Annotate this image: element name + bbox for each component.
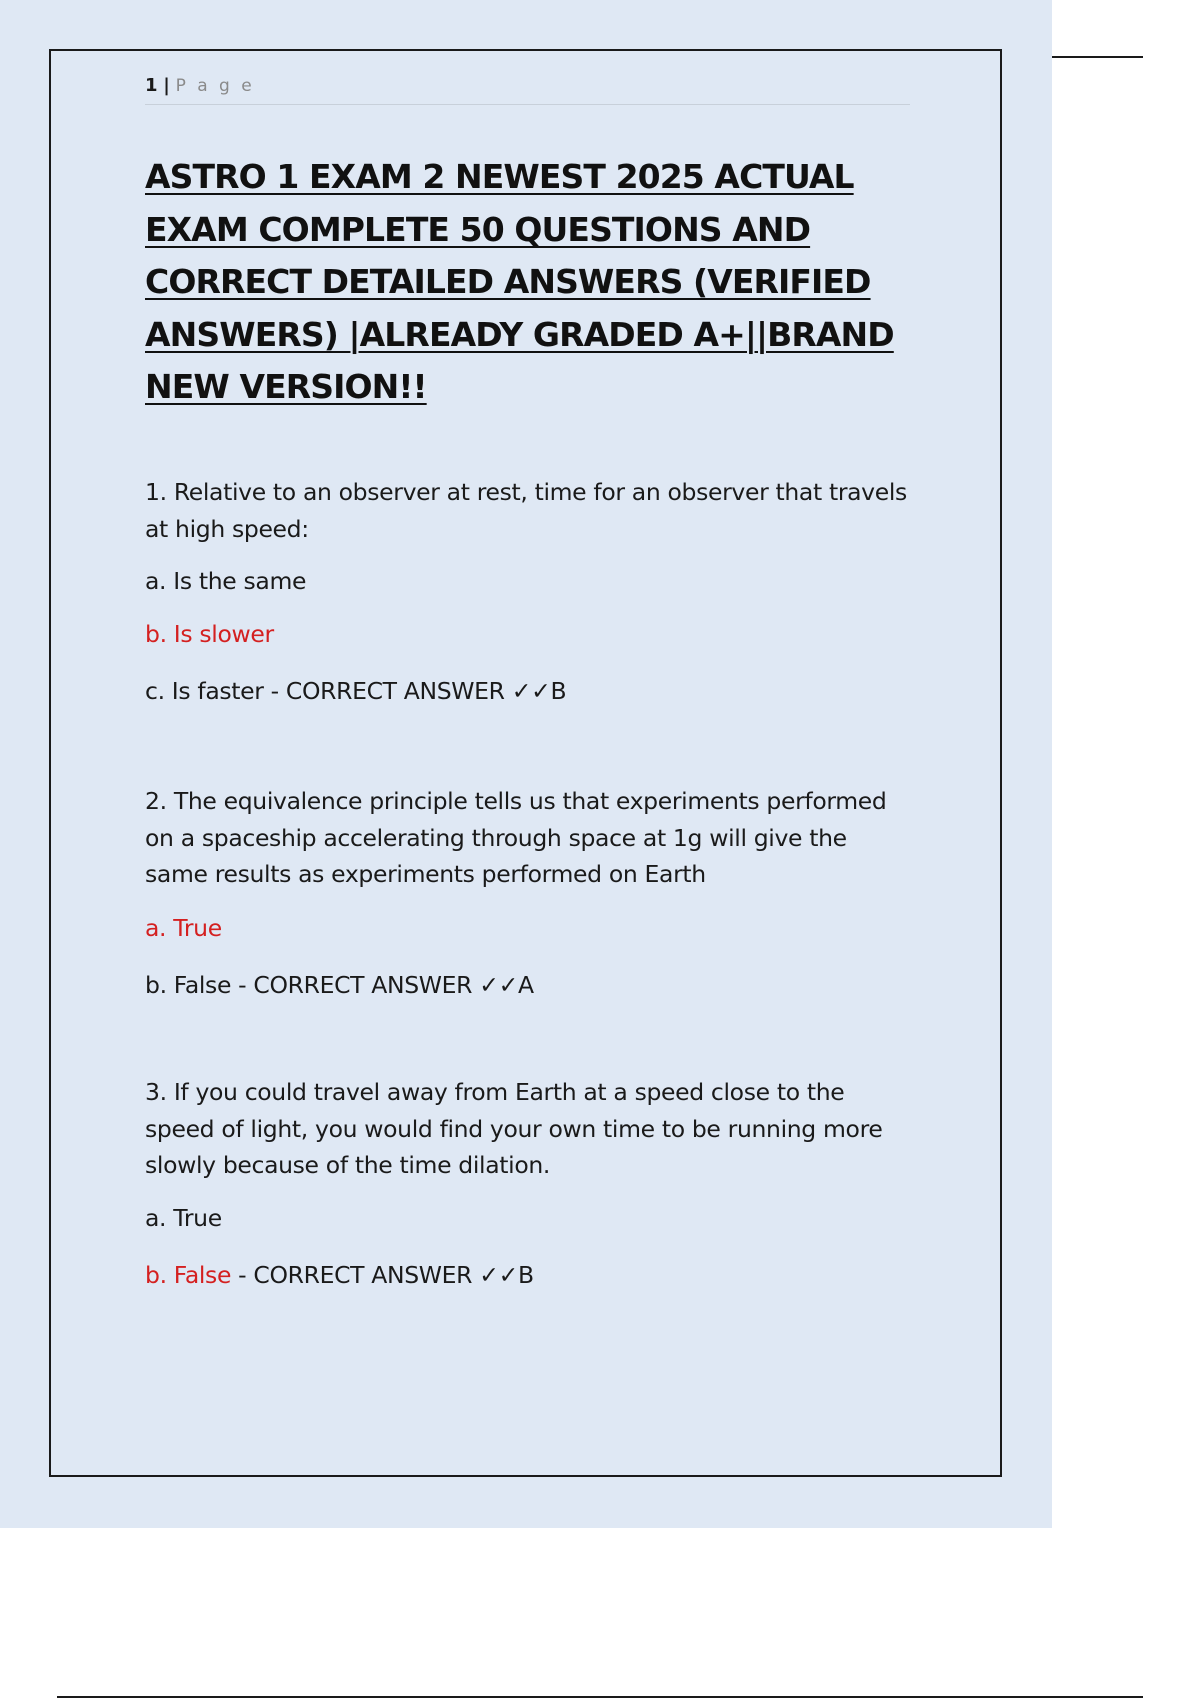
option-b-label: b. False xyxy=(145,1260,232,1289)
title-line: CORRECT DETAILED ANSWERS (VERIFIED xyxy=(145,262,871,301)
option-b-label: b. Is slower xyxy=(145,620,274,648)
option-b-correct xyxy=(145,616,915,652)
correct-answer-note: - CORRECT ANSWER ✓✓A xyxy=(231,970,534,999)
title-line: EXAM COMPLETE 50 QUESTIONS AND xyxy=(145,209,811,249)
correct-answer-note: - CORRECT ANSWER ✓✓B xyxy=(263,677,567,705)
option-b-label: b. False xyxy=(145,970,232,999)
question-text: 1. Relative to an observer at rest, time for an observer that travels at high speed: xyxy=(145,478,907,543)
page-content xyxy=(145,70,915,1289)
document-title xyxy=(145,151,915,414)
option-a-correct xyxy=(145,910,915,946)
option-a-label: a. True xyxy=(145,1203,222,1232)
page-word: P a g e xyxy=(175,76,255,96)
question-text: 2. The equivalence principle tells us that experiments performed on a spaceship accelerating through space at 1g will give the same results as experiments performed on Earth xyxy=(145,787,887,888)
title-line: ASTRO 1 EXAM 2 NEWEST 2025 ACTUAL xyxy=(145,157,854,196)
bottom-rule xyxy=(57,1696,1143,1698)
option-c-label: c. Is faster xyxy=(145,677,264,705)
question-text: 3. If you could travel away from Earth at a speed close to the speed of light, you would find your own time to be running more slowly because of the time dilation. xyxy=(145,1078,883,1179)
page-header-separator: | xyxy=(163,75,170,96)
option-a xyxy=(145,1200,915,1236)
question-2 xyxy=(145,783,915,1003)
option-a xyxy=(145,563,915,599)
top-right-rule xyxy=(1052,56,1143,58)
title-line: ANSWERS) |ALREADY GRADED A+||BRAND xyxy=(145,314,894,354)
option-b xyxy=(145,967,915,1003)
page-number: 1 xyxy=(145,75,158,96)
question-1 xyxy=(145,474,915,709)
option-b-correct xyxy=(145,1257,915,1293)
question-3 xyxy=(145,1074,915,1293)
title-line: NEW VERSION!! xyxy=(145,367,427,406)
option-c xyxy=(145,673,915,709)
option-a-label: a. True xyxy=(145,913,222,942)
correct-answer-note: - CORRECT ANSWER ✓✓B xyxy=(231,1260,534,1289)
page-header xyxy=(145,70,910,105)
option-a-label: a. Is the same xyxy=(145,567,307,595)
